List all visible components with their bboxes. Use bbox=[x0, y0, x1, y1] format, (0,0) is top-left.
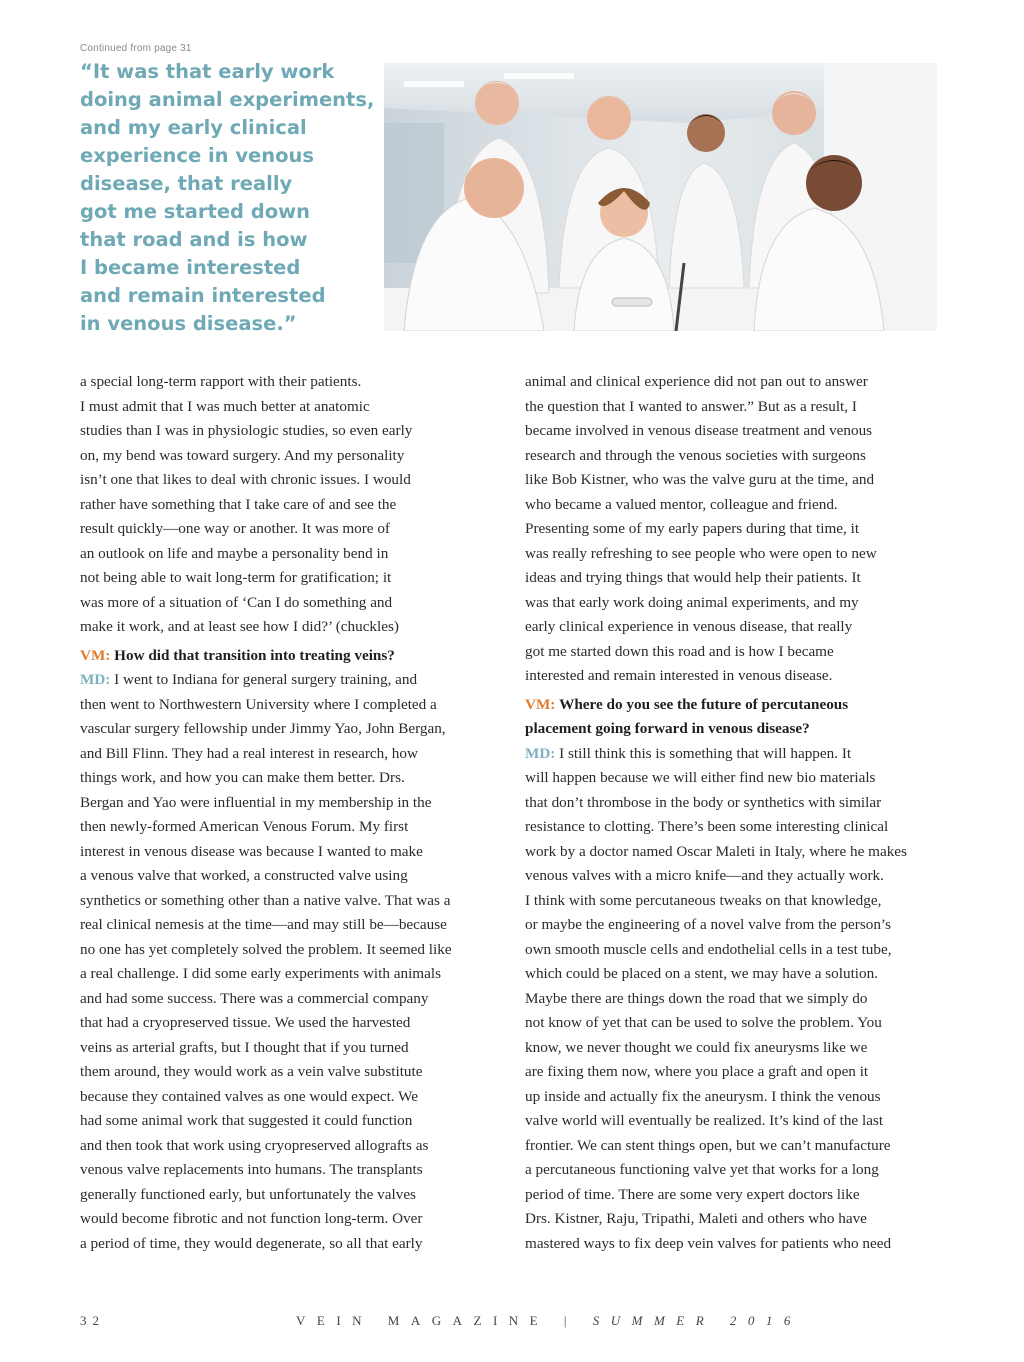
pull-quote-line: that road and is how bbox=[80, 228, 308, 251]
md-label: MD: bbox=[525, 744, 556, 762]
vm-label: VM: bbox=[525, 695, 556, 713]
text-line: research and through the venous societies with surgeons bbox=[525, 446, 866, 464]
text-line: I think with some percutaneous tweaks on that knowledge, bbox=[525, 891, 882, 909]
pull-quote-line: experience in venous bbox=[80, 144, 315, 167]
text-line: then went to Northwestern University where I completed a bbox=[80, 695, 437, 713]
text-line: and Bill Flinn. They had a real interest in research, how bbox=[80, 744, 418, 762]
text-line: interested and remain interested in venous disease. bbox=[525, 667, 833, 684]
issue-season: SUMMER 2016 bbox=[592, 1313, 802, 1328]
group-photo bbox=[384, 63, 937, 331]
text-line: know, we never thought we could fix aneurysms like we bbox=[525, 1038, 868, 1056]
pull-quote-line: in venous disease.” bbox=[80, 312, 297, 335]
text-line: make it work, and at least see how I did?’ (chuckles) bbox=[80, 618, 399, 635]
text-line: a venous valve that worked, a constructed valve using bbox=[80, 867, 408, 884]
text-line: an outlook on life and maybe a personality bend in bbox=[80, 544, 389, 562]
text-line: a period of time, they would degenerate, so all that early bbox=[80, 1234, 423, 1252]
text-line: a special long-term rapport with their patients. bbox=[80, 373, 362, 390]
text-line: that don’t thrombose in the body or synthetics with similar bbox=[525, 793, 882, 811]
text-line: had some animal work that suggested it could function bbox=[80, 1112, 413, 1129]
text-line: animal and clinical experience did not pan out to answer bbox=[525, 373, 868, 390]
group-photo-illustration bbox=[384, 63, 937, 331]
text-line: got me started down this road and is how I became bbox=[525, 642, 834, 660]
text-line: I must admit that I was much better at anatomic bbox=[80, 397, 370, 415]
text-line: venous valves with a micro knife—and they actually work. bbox=[525, 867, 884, 884]
text-line: or maybe the engineering of a novel valve from the person’s bbox=[525, 916, 892, 933]
text-line: things work, and how you can make them better. Drs. bbox=[80, 769, 405, 786]
pull-quote-line: “It was that early work bbox=[80, 60, 335, 83]
text-line: Maybe there are things down the road that we simply do bbox=[525, 989, 868, 1007]
interview-question bbox=[525, 693, 945, 718]
md-label: MD: bbox=[80, 671, 111, 688]
pull-quote-line: and remain interested bbox=[80, 284, 326, 307]
text-line: was that early work doing animal experiments, and my bbox=[525, 593, 859, 611]
text-line: no one has yet completely solved the problem. It seemed like bbox=[80, 940, 452, 958]
text-line: would become fibrotic and not function long-term. Over bbox=[80, 1210, 423, 1227]
text-line: was really refreshing to see people who were open to new bbox=[525, 544, 877, 562]
text-line: and had some success. There was a commercial company bbox=[80, 989, 429, 1007]
pull-quote bbox=[80, 58, 380, 338]
text-line: because they contained valves as one would expect. We bbox=[80, 1087, 418, 1105]
magazine-title bbox=[296, 1313, 802, 1329]
text-line: early clinical experience in venous disease, that really bbox=[525, 618, 853, 635]
magazine-name: VEIN MAGAZINE bbox=[296, 1313, 550, 1328]
answer-text: I still think this is something that will happen. It bbox=[559, 744, 852, 762]
text-line: was more of a situation of ‘Can I do something and bbox=[80, 593, 393, 611]
text-line: that had a cryopreserved tissue. We used the harvested bbox=[80, 1014, 411, 1031]
text-line: the question that I wanted to answer.” But as a result, I bbox=[525, 397, 857, 415]
text-line: period of time. There are some very expert doctors like bbox=[525, 1185, 860, 1203]
text-line: which could be placed on a stent, we may have a solution. bbox=[525, 965, 879, 982]
text-line: became involved in venous disease treatment and venous bbox=[525, 422, 873, 439]
text-line: and then took that work using cryopreserved allografts as bbox=[80, 1136, 429, 1154]
text-line: Bergan and Yao were influential in my membership in the bbox=[80, 793, 432, 811]
answer-text: I went to Indiana for general surgery training, and bbox=[114, 671, 418, 688]
text-line: are fixing them now, where you place a graft and open it bbox=[525, 1063, 869, 1080]
question-text: How did that transition into treating veins? bbox=[114, 646, 395, 664]
article-column-right bbox=[525, 370, 945, 1256]
text-line: synthetics or something other than a native valve. That was a bbox=[80, 891, 451, 909]
text-line: veins as arterial grafts, but I thought that if you turned bbox=[80, 1038, 409, 1056]
text-line: real clinical nemesis at the time—and may still be—because bbox=[80, 916, 447, 933]
text-line: isn’t one that likes to deal with chronic issues. I would bbox=[80, 471, 411, 488]
pull-quote-line: disease, that really bbox=[80, 172, 293, 195]
pull-quote-line: got me started down bbox=[80, 200, 311, 223]
text-line: own smooth muscle cells and endothelial cells in a test tube, bbox=[525, 940, 892, 958]
vm-label: VM: bbox=[80, 646, 111, 664]
text-line: up inside and actually fix the aneurysm. I think the venous bbox=[525, 1087, 881, 1105]
interview-answer-start bbox=[525, 742, 945, 767]
text-line: will happen because we will either find new bio materials bbox=[525, 769, 876, 786]
page-number: 32 bbox=[80, 1313, 105, 1328]
text-line: them around, they would work as a vein valve substitute bbox=[80, 1063, 423, 1080]
pull-quote-line: I became interested bbox=[80, 256, 301, 279]
text-line: Presenting some of my early papers during that time, it bbox=[525, 520, 860, 537]
pull-quote-line: doing animal experiments, bbox=[80, 88, 375, 111]
text-line: studies than I was in physiologic studies, so even early bbox=[80, 422, 413, 439]
text-line: generally functioned early, but unfortunately the valves bbox=[80, 1185, 416, 1203]
text-line: result quickly—one way or another. It was more of bbox=[80, 520, 390, 537]
text-line: interest in venous disease was because I wanted to make bbox=[80, 842, 423, 860]
continued-note: Continued from page 31 bbox=[80, 43, 192, 54]
text-line: a percutaneous functioning valve yet that works for a long bbox=[525, 1161, 879, 1178]
text-line: on, my bend was toward surgery. And my personality bbox=[80, 446, 405, 464]
text-line: mastered ways to fix deep vein valves for patients who need bbox=[525, 1234, 892, 1252]
pull-quote-line: and my early clinical bbox=[80, 116, 307, 139]
question-text: placement going forward in venous disease? bbox=[525, 720, 810, 737]
text-line: ideas and trying things that would help their patients. It bbox=[525, 569, 861, 586]
text-line: venous valve replacements into humans. The transplants bbox=[80, 1161, 423, 1178]
footer-separator: | bbox=[563, 1313, 578, 1328]
question-text: Where do you see the future of percutaneous bbox=[559, 695, 849, 713]
text-line: rather have something that I take care of and see the bbox=[80, 495, 397, 513]
text-line: valve world will eventually be realized. It’s kind of the last bbox=[525, 1112, 884, 1129]
text-line: not know of yet that can be used to solve the problem. You bbox=[525, 1014, 882, 1031]
article-column-left bbox=[80, 370, 495, 1256]
page-footer bbox=[80, 1313, 940, 1333]
text-line: who became a valued mentor, colleague and friend. bbox=[525, 495, 838, 513]
text-line: frontier. We can stent things open, but we can’t manufacture bbox=[525, 1136, 891, 1154]
text-line: then newly-formed American Venous Forum. My first bbox=[80, 818, 409, 835]
text-line: a real challenge. I did some early experiments with animals bbox=[80, 965, 441, 982]
text-line: vascular surgery fellowship under Jimmy Yao, John Bergan, bbox=[80, 720, 446, 737]
text-line: not being able to wait long-term for gratification; it bbox=[80, 569, 392, 586]
interview-question bbox=[80, 644, 495, 669]
text-line: work by a doctor named Oscar Maleti in Italy, where he makes bbox=[525, 842, 907, 860]
text-line: resistance to clotting. There’s been some interesting clinical bbox=[525, 818, 889, 835]
interview-answer-start bbox=[80, 668, 495, 693]
text-line: Drs. Kistner, Raju, Tripathi, Maleti and others who have bbox=[525, 1210, 867, 1227]
text-line: like Bob Kistner, who was the valve guru at the time, and bbox=[525, 471, 875, 488]
